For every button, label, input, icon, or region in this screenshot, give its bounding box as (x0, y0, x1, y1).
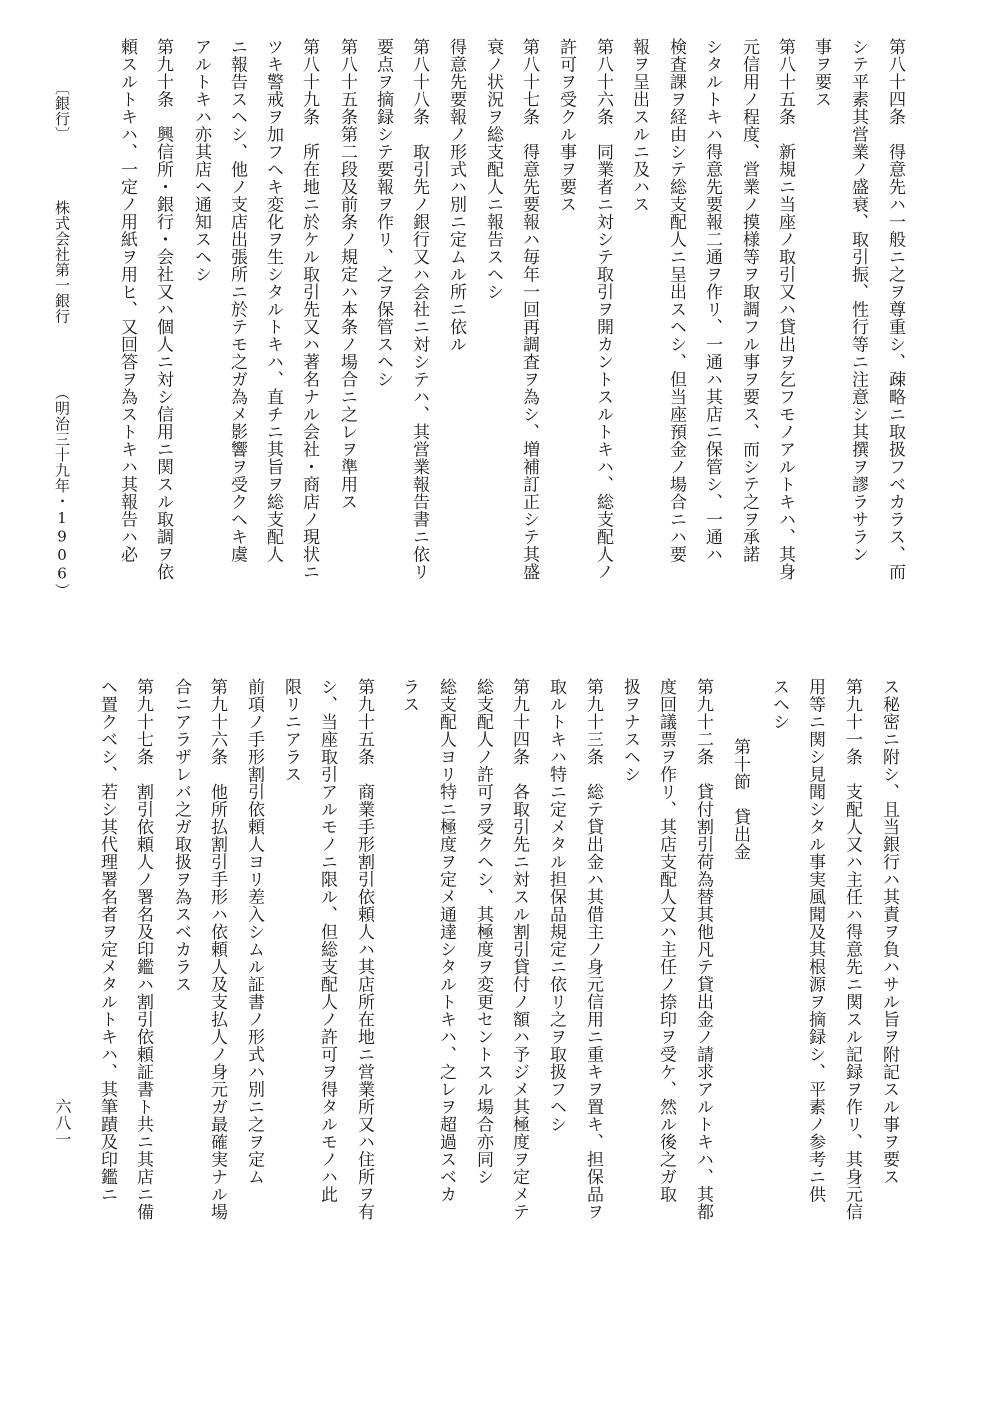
top-column-2: シテ平素其営業ノ盛衰、取引振、性行等ニ注意シ其撰ヲ謬ラサラン (848, 38, 868, 563)
bottom-column-6: 第九十二条 貸付割引荷為替其他凡テ貸出金ノ請求アルトキハ、其都 (693, 678, 713, 1221)
bottom-column-12: 総支配人ノ許可ヲ受クヘシ、其極度ヲ変更セントスル場合亦同シ (473, 678, 493, 1186)
bottom-column-18: 前項ノ手形割引依頼人ヨリ差入シムル証書ノ形式ハ別ニ之ヲ定ム (244, 678, 264, 1186)
top-column-18: ツキ警戒ヲ加フヘキ変化ヲ生シタルトキハ、直チニ其旨ヲ総支配人 (263, 38, 283, 563)
section-heading: 第十節 貸出金 (730, 738, 750, 861)
footer-company-name: 株式会社第一銀行 (53, 200, 71, 324)
bottom-column-9: 第九十三条 総テ貸出金ハ其借主ノ身元信用ニ重キヲ置キ、担保品ヲ (583, 678, 603, 1221)
footer-year: （明治三十九年・1906） (53, 385, 71, 599)
top-column-12: 衰ノ状況ヲ総支配人ニ報告スヘシ (483, 38, 503, 301)
top-column-6: シタルトキハ得意先要報二通ヲ作リ、一通ハ其店ニ保管シ、一通ハ (702, 38, 722, 563)
top-column-16: 第八十五条第二段及前条ノ規定ハ本条ノ場合ニ之レヲ準用ス (337, 38, 357, 511)
bottom-column-11: 第九十四条 各取引先ニ対スル割引貸付ノ額ハ予ジメ其極度ヲ定メテ (509, 678, 529, 1221)
top-column-4: 第八十五条 新規ニ当座ノ取引又ハ貸出ヲ乞フモノアルトキハ、其身 (775, 38, 795, 581)
bottom-column-17: 限リニアラス (281, 678, 301, 783)
top-column-22: 頼スルトキハ、一定ノ用紙ヲ用ヒ、又回答ヲ為ストキハ其報告ハ必 (117, 38, 137, 563)
bottom-column-1: ス秘密ニ附シ、且当銀行ハ其責ヲ負ハサル旨ヲ附記スル事ヲ要ス (879, 678, 899, 1186)
bottom-column-21: 第九十七条 割引依頼人ノ署名及印鑑ハ割引依頼証書ト共ニ其店ニ備 (133, 678, 153, 1221)
top-column-7: 検査課ヲ経由シテ総支配人ニ呈出スヘシ、但当座預金ノ場合ニハ要 (666, 38, 686, 563)
top-column-15: 要点ヲ摘録シテ要報ヲ作リ、之ヲ保管スヘシ (373, 38, 393, 388)
bottom-column-15: 第九十五条 商業手形割引依頼人ハ其店所在地ニ営業所又ハ住所ヲ有 (354, 678, 374, 1221)
top-column-20: アルトキハ亦其店ヘ通知スヘシ (191, 38, 211, 283)
top-column-9: 第八十六条 同業者ニ対シテ取引ヲ開カントスルトキハ、総支配人ノ (593, 38, 613, 581)
top-column-13: 得意先要報ノ形式ハ別ニ定ムル所ニ依ル (446, 38, 466, 353)
top-column-11: 第八十七条 得意先要報ハ毎年一回再調査ヲ為シ、増補訂正シテ其盛 (519, 38, 539, 581)
top-column-10: 許可ヲ受クル事ヲ要ス (556, 38, 576, 213)
footer-section-label: 〔銀行〕 (53, 80, 71, 142)
top-column-17: 第八十九条 所在地ニ於ケル取引先又ハ著名ナル会社・商店ノ現状ニ (299, 38, 319, 581)
bottom-column-19: 第九十六条 他所払割引手形ハ依頼人及支払人ノ身元ガ最確実ナル場 (207, 678, 227, 1221)
bottom-column-3: 用等ニ関シ見聞シタル事実風聞及其根源ヲ摘録シ、平素ノ参考ニ供 (805, 678, 825, 1203)
bottom-column-22: ヘ置クベシ、若シ其代理署名者ヲ定メタルトキハ、其筆蹟及印鑑ニ (97, 678, 117, 1203)
top-column-3: 事ヲ要ス (811, 38, 831, 108)
top-column-19: ニ報告スヘシ、他ノ支店出張所ニ於テモ之ガ為メ影響ヲ受クヘキ虞 (227, 38, 247, 563)
top-column-21: 第九十条 興信所・銀行・会社又ハ個人ニ対シ信用ニ関スル取調ヲ依 (153, 38, 173, 581)
top-column-14: 第八十八条 取引先ノ銀行又ハ会社ニ対シテハ、其営業報告書ニ依リ (409, 38, 429, 581)
top-column-8: 報ヲ呈出スルニ及ハス (629, 38, 649, 213)
bottom-column-20: 合ニアラザレバ之ガ取扱ヲ為スベカラス (171, 678, 191, 993)
bottom-column-10: 取ルトキハ特ニ定メタル担保品規定ニ依リ之ヲ取扱フヘシ (546, 678, 566, 1133)
bottom-column-13: 総支配人ヨリ特ニ極度ヲ定メ通達シタルトキハ、之レヲ超過スベカ (436, 678, 456, 1203)
top-column-1: 第八十四条 得意先ハ一般ニ之ヲ尊重シ、疎略ニ取扱フベカラス、而 (885, 38, 905, 581)
bottom-column-7: 度回議票ヲ作リ、其店支配人又ハ主任ノ捺印ヲ受ケ、然ル後之ガ取 (656, 678, 676, 1203)
bottom-column-2: 第九十一条 支配人又ハ主任ハ得意先ニ関スル記録ヲ作リ、其身元信 (842, 678, 862, 1221)
bottom-column-14: ラス (399, 678, 419, 713)
bottom-column-8: 扱ヲナスヘシ (620, 678, 640, 783)
bottom-column-16: シ、当座取引アルモノニ限ル、但総支配人ノ許可ヲ得タルモノハ此 (317, 678, 337, 1203)
page-number: 六八一 (53, 1098, 72, 1148)
top-column-5: 元信用ノ程度、営業ノ摸様等ヲ取調フル事ヲ要ス、而シテ之ヲ承諾 (739, 38, 759, 563)
bottom-column-4: スヘシ (769, 678, 789, 731)
